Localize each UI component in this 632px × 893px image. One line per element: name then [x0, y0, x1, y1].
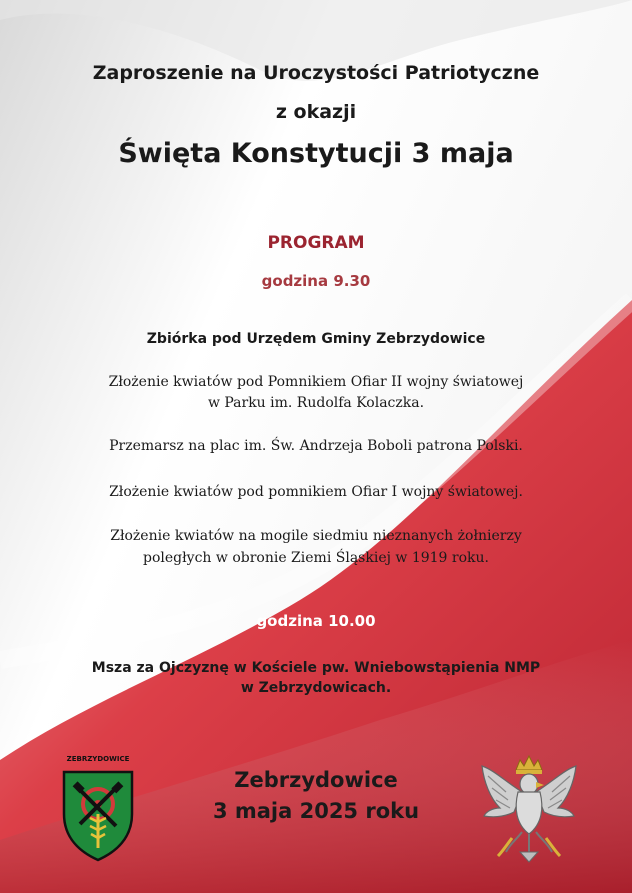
- program-heading: PROGRAM: [267, 233, 365, 253]
- invitation-title: Zaproszenie na Uroczystości Patriotyczne: [92, 62, 540, 84]
- polish-eagle-emblem-icon: [476, 752, 582, 864]
- event-place: Zebrzydowice: [234, 768, 398, 792]
- invitation-subtitle: z okazji: [275, 101, 357, 123]
- program-item-3: Złożenie kwiatów pod pomnikiem Ofiar I wojny światowej.: [109, 484, 523, 500]
- program-item-2: Przemarsz na plac im. Św. Andrzeja Boboli patrona Polski.: [109, 438, 523, 454]
- hour-label-first: godzina 9.30: [261, 272, 371, 290]
- mass-text-line-2: w Zebrzydowicach.: [240, 680, 392, 696]
- coat-of-arms-label: ZEBRZYDOWICE: [66, 755, 130, 763]
- mass-text-line-1: Msza za Ojczyznę w Kościele pw. Wniebowstąpienia NMP: [91, 660, 541, 676]
- event-date: 3 maja 2025 roku: [212, 799, 420, 823]
- holiday-title: Święta Konstytucji 3 maja: [118, 138, 514, 169]
- hour-label-second: godzina 10.00: [256, 612, 376, 630]
- program-item-1-line-1: Złożenie kwiatów pod Pomnikiem Ofiar II wojny światowej: [108, 374, 524, 390]
- gathering-text: Zbiórka pod Urzędem Gminy Zebrzydowice: [146, 331, 486, 347]
- program-item-1-line-2: w Parku im. Rudolfa Kolaczka.: [207, 395, 425, 411]
- zebrzydowice-coat-of-arms-icon: [58, 752, 138, 864]
- program-item-4-line-2: poległych w obronie Ziemi Śląskiej w 1919 roku.: [143, 550, 489, 566]
- program-item-4-line-1: Złożenie kwiatów na mogile siedmiu nieznanych żołnierzy: [110, 528, 522, 544]
